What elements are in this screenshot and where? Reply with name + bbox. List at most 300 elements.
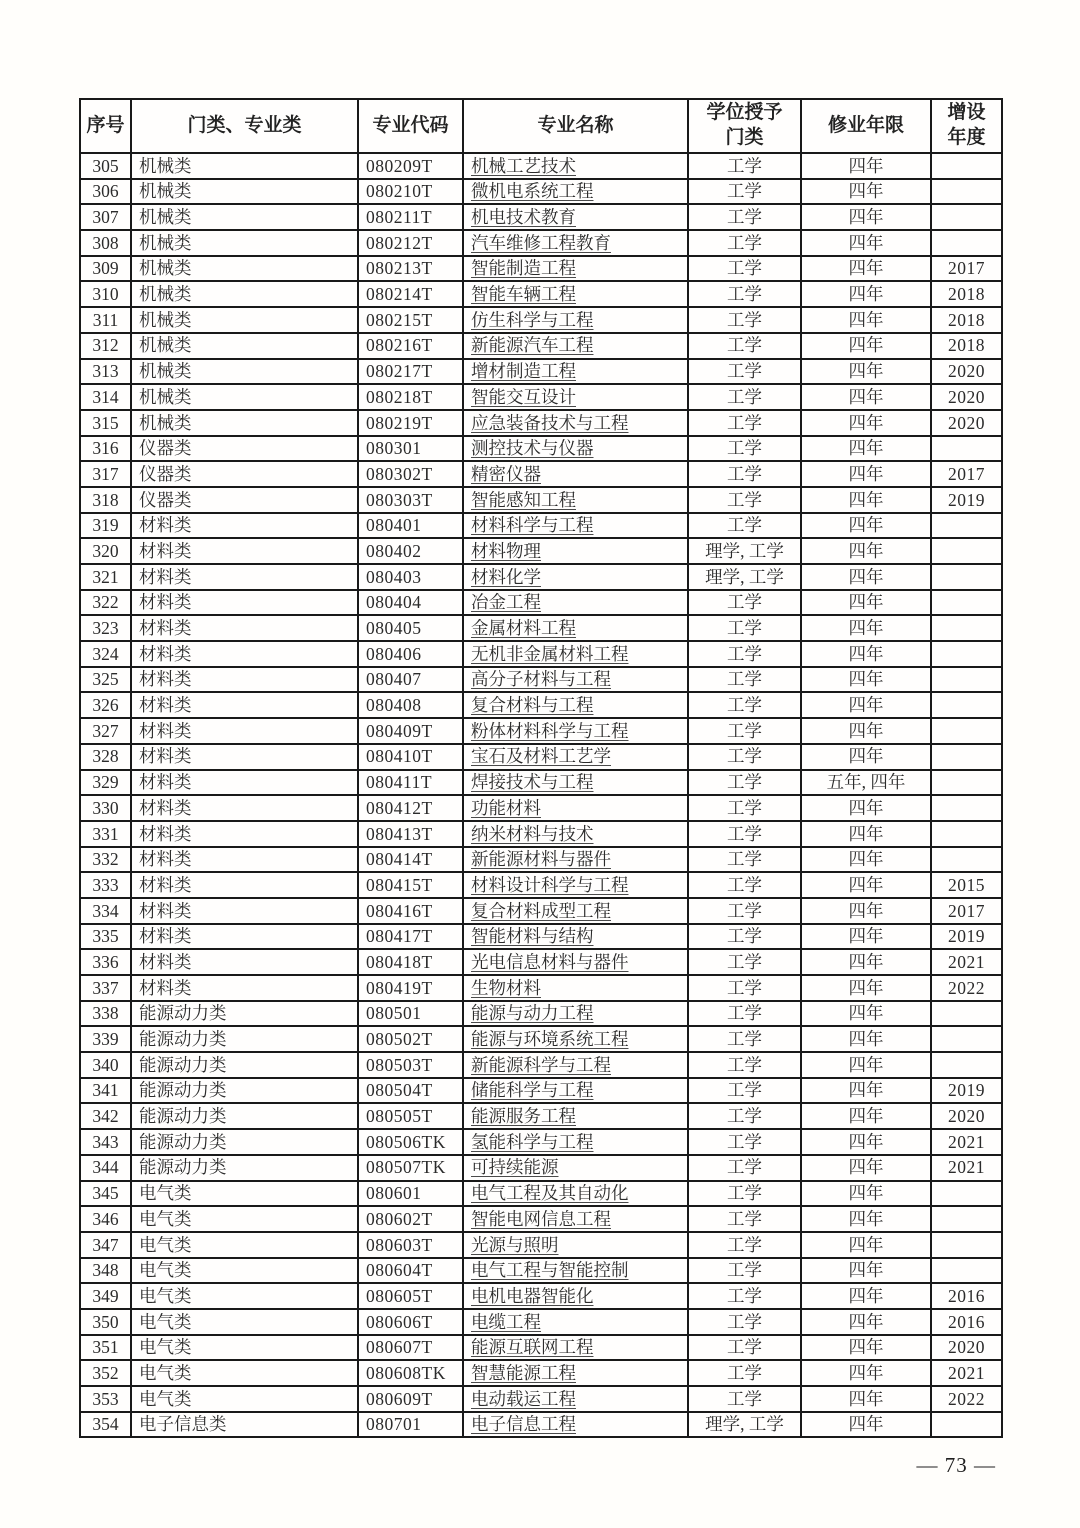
cell-value: 四年 — [848, 386, 884, 407]
column-header-label: 门类、专业类 — [187, 115, 302, 137]
cell-value: 2020 — [948, 361, 985, 382]
cell-duration — [801, 281, 931, 307]
cell-value: 四年 — [848, 284, 884, 305]
cell-category — [131, 1103, 358, 1129]
cell-category — [131, 949, 358, 975]
cell-value: 080403 — [366, 566, 422, 587]
table-row — [80, 307, 1002, 333]
table-header — [80, 99, 1002, 153]
cell-value: 材料科学与工程 — [471, 515, 594, 536]
cell-value: 325 — [92, 669, 119, 690]
column-header-duration — [801, 99, 931, 153]
cell-degree — [688, 1103, 801, 1129]
cell-value: 313 — [92, 361, 119, 382]
cell-value: 080419T — [366, 977, 433, 998]
table-row — [80, 256, 1002, 282]
cell-year — [931, 333, 1002, 359]
cell-category — [131, 1078, 358, 1104]
cell-value: 焊接技术与工程 — [471, 772, 594, 793]
table-row — [80, 1360, 1002, 1386]
cell-degree — [688, 461, 801, 487]
cell-name — [463, 230, 688, 256]
cell-code — [358, 1386, 463, 1412]
cell-value: 增材制造工程 — [471, 361, 576, 382]
cell-value: 080608TK — [366, 1362, 446, 1383]
cell-value: 工学 — [727, 797, 762, 818]
cell-year — [931, 1052, 1002, 1078]
cell-value: 080701 — [366, 1414, 422, 1435]
cell-value: 2018 — [948, 309, 985, 330]
cell-code — [358, 1335, 463, 1361]
cell-value: 新能源汽车工程 — [471, 335, 594, 356]
cell-degree — [688, 1181, 801, 1207]
cell-value: 电气类 — [139, 1311, 192, 1332]
cell-value: 四年 — [848, 900, 884, 921]
cell-value: 材料类 — [139, 926, 192, 947]
cell-no — [80, 898, 131, 924]
cell-value: 能源互联网工程 — [471, 1337, 594, 1358]
cell-no — [80, 333, 131, 359]
table-row — [80, 1103, 1002, 1129]
cell-value: 080503T — [366, 1054, 433, 1075]
cell-no — [80, 641, 131, 667]
cell-value: 四年 — [848, 1388, 884, 1409]
cell-code — [358, 410, 463, 436]
cell-value: 工学 — [727, 977, 762, 998]
table-row — [80, 1335, 1002, 1361]
cell-value: 080501 — [366, 1003, 422, 1024]
cell-year — [931, 230, 1002, 256]
cell-name — [463, 1283, 688, 1309]
cell-category — [131, 692, 358, 718]
cell-value: 339 — [92, 1029, 119, 1050]
cell-code — [358, 1001, 463, 1027]
cell-code — [358, 590, 463, 616]
cell-value: 314 — [92, 386, 119, 407]
cell-value: 四年 — [848, 566, 884, 587]
cell-value: 工学 — [727, 1080, 762, 1101]
cell-year — [931, 692, 1002, 718]
cell-value: 能源动力类 — [139, 1054, 227, 1075]
cell-value: 理学, 工学 — [705, 1414, 784, 1435]
cell-year — [931, 359, 1002, 385]
cell-value: 080504T — [366, 1080, 433, 1101]
cell-name — [463, 461, 688, 487]
cell-year — [931, 436, 1002, 462]
table-row — [80, 590, 1002, 616]
cell-value: 光源与照明 — [471, 1234, 559, 1255]
cell-value: 氢能科学与工程 — [471, 1131, 594, 1152]
cell-value: 四年 — [848, 618, 884, 639]
cell-duration — [801, 615, 931, 641]
cell-value: 机械类 — [139, 335, 192, 356]
cell-code — [358, 1232, 463, 1258]
cell-degree — [688, 1206, 801, 1232]
cell-category — [131, 307, 358, 333]
cell-value: 电气类 — [139, 1388, 192, 1409]
cell-value: 080217T — [366, 361, 433, 382]
cell-value: 工学 — [727, 232, 762, 253]
table-row — [80, 436, 1002, 462]
cell-category — [131, 1283, 358, 1309]
cell-value: 材料类 — [139, 720, 192, 741]
cell-value: 机械类 — [139, 309, 192, 330]
cell-duration — [801, 1129, 931, 1155]
cell-name — [463, 1360, 688, 1386]
cell-value: 080605T — [366, 1285, 433, 1306]
table-row — [80, 847, 1002, 873]
table-row — [80, 1155, 1002, 1181]
cell-year — [931, 1155, 1002, 1181]
cell-degree — [688, 487, 801, 513]
cell-duration — [801, 384, 931, 410]
cell-value: 四年 — [848, 515, 884, 536]
cell-value: 四年 — [848, 1131, 884, 1152]
cell-value: 电气类 — [139, 1260, 192, 1281]
table-row — [80, 1412, 1002, 1438]
cell-value: 080402 — [366, 540, 422, 561]
cell-code — [358, 153, 463, 179]
cell-name — [463, 281, 688, 307]
cell-value: 四年 — [848, 207, 884, 228]
cell-duration — [801, 1026, 931, 1052]
cell-value: 四年 — [848, 746, 884, 767]
cell-no — [80, 436, 131, 462]
cell-category — [131, 1309, 358, 1335]
table-row — [80, 1078, 1002, 1104]
cell-name — [463, 538, 688, 564]
table-row — [80, 179, 1002, 205]
cell-no — [80, 1181, 131, 1207]
cell-value: 四年 — [848, 669, 884, 690]
cell-value: 工学 — [727, 926, 762, 947]
majors-table — [79, 98, 1003, 1438]
cell-value: 080413T — [366, 823, 433, 844]
cell-degree — [688, 924, 801, 950]
cell-duration — [801, 461, 931, 487]
cell-year — [931, 847, 1002, 873]
column-header-label: 专业代码 — [372, 115, 449, 137]
cell-value: 319 — [92, 515, 119, 536]
cell-no — [80, 1335, 131, 1361]
cell-value: 机电技术教育 — [471, 207, 576, 228]
cell-value: 可持续能源 — [471, 1157, 559, 1178]
cell-no — [80, 204, 131, 230]
cell-value: 工学 — [727, 1029, 762, 1050]
cell-no — [80, 230, 131, 256]
cell-duration — [801, 667, 931, 693]
table-row — [80, 153, 1002, 179]
cell-value: 工学 — [727, 592, 762, 613]
cell-value: 电气类 — [139, 1208, 192, 1229]
cell-value: 仿生科学与工程 — [471, 309, 594, 330]
cell-degree — [688, 1155, 801, 1181]
cell-value: 080406 — [366, 643, 422, 664]
table-row — [80, 1206, 1002, 1232]
cell-value: 纳米材料与技术 — [471, 823, 594, 844]
column-header-label: 学位授予门类 — [706, 102, 783, 148]
cell-name — [463, 487, 688, 513]
cell-value: 2018 — [948, 284, 985, 305]
cell-value: 能源与动力工程 — [471, 1003, 594, 1024]
cell-code — [358, 692, 463, 718]
cell-value: 四年 — [848, 1414, 884, 1435]
cell-value: 工学 — [727, 1106, 762, 1127]
cell-value: 工学 — [727, 643, 762, 664]
cell-code — [358, 1309, 463, 1335]
cell-name — [463, 1026, 688, 1052]
cell-value: 080302T — [366, 463, 433, 484]
cell-name — [463, 898, 688, 924]
cell-degree — [688, 744, 801, 770]
cell-name — [463, 1386, 688, 1412]
cell-year — [931, 1129, 1002, 1155]
cell-category — [131, 590, 358, 616]
cell-no — [80, 281, 131, 307]
cell-year — [931, 1258, 1002, 1284]
table-row — [80, 718, 1002, 744]
cell-year — [931, 872, 1002, 898]
cell-year — [931, 744, 1002, 770]
cell-degree — [688, 1412, 801, 1438]
cell-name — [463, 1103, 688, 1129]
cell-category — [131, 153, 358, 179]
cell-year — [931, 179, 1002, 205]
column-header-category — [131, 99, 358, 153]
cell-duration — [801, 1155, 931, 1181]
table-row — [80, 872, 1002, 898]
cell-year — [931, 924, 1002, 950]
cell-value: 四年 — [848, 1183, 884, 1204]
cell-value: 工学 — [727, 695, 762, 716]
column-header-degree — [688, 99, 801, 153]
table-row — [80, 744, 1002, 770]
cell-value: 四年 — [848, 592, 884, 613]
cell-year — [931, 1386, 1002, 1412]
cell-value: 四年 — [848, 977, 884, 998]
cell-value: 2017 — [948, 463, 985, 484]
cell-value: 功能材料 — [471, 797, 541, 818]
cell-value: 电子信息类 — [139, 1414, 227, 1435]
table-row — [80, 641, 1002, 667]
cell-category — [131, 1232, 358, 1258]
cell-value: 五年, 四年 — [826, 772, 906, 793]
table-row — [80, 461, 1002, 487]
cell-name — [463, 384, 688, 410]
cell-value: 智能感知工程 — [471, 489, 576, 510]
cell-value: 四年 — [848, 309, 884, 330]
cell-category — [131, 975, 358, 1001]
cell-code — [358, 179, 463, 205]
cell-value: 四年 — [848, 1337, 884, 1358]
cell-duration — [801, 359, 931, 385]
cell-value: 材料类 — [139, 900, 192, 921]
cell-degree — [688, 615, 801, 641]
table-row — [80, 1232, 1002, 1258]
cell-value: 2021 — [948, 951, 985, 972]
cell-degree — [688, 949, 801, 975]
cell-value: 080209T — [366, 155, 433, 176]
cell-category — [131, 744, 358, 770]
table-row — [80, 204, 1002, 230]
cell-degree — [688, 667, 801, 693]
cell-name — [463, 641, 688, 667]
cell-year — [931, 384, 1002, 410]
cell-degree — [688, 795, 801, 821]
cell-value: 智慧能源工程 — [471, 1362, 576, 1383]
cell-no — [80, 1103, 131, 1129]
table-row — [80, 564, 1002, 590]
cell-year — [931, 1026, 1002, 1052]
cell-duration — [801, 1001, 931, 1027]
cell-degree — [688, 256, 801, 282]
cell-category — [131, 461, 358, 487]
cell-name — [463, 333, 688, 359]
cell-value: 仪器类 — [139, 489, 192, 510]
cell-value: 080404 — [366, 592, 422, 613]
cell-value: 308 — [92, 232, 119, 253]
cell-value: 2020 — [948, 1337, 985, 1358]
cell-value: 080405 — [366, 618, 422, 639]
cell-value: 四年 — [848, 1080, 884, 1101]
cell-value: 四年 — [848, 412, 884, 433]
cell-value: 智能车辆工程 — [471, 284, 576, 305]
cell-name — [463, 410, 688, 436]
cell-value: 四年 — [848, 695, 884, 716]
cell-duration — [801, 795, 931, 821]
cell-degree — [688, 1335, 801, 1361]
cell-value: 智能交互设计 — [471, 386, 576, 407]
cell-duration — [801, 333, 931, 359]
cell-value: 080502T — [366, 1029, 433, 1050]
cell-value: 四年 — [848, 797, 884, 818]
cell-value: 电气工程及其自动化 — [471, 1183, 629, 1204]
cell-value: 复合材料成型工程 — [471, 900, 611, 921]
cell-duration — [801, 590, 931, 616]
cell-code — [358, 1283, 463, 1309]
cell-value: 347 — [92, 1234, 119, 1255]
cell-value: 复合材料与工程 — [471, 695, 594, 716]
cell-value: 新能源科学与工程 — [471, 1054, 611, 1075]
cell-value: 材料设计科学与工程 — [471, 874, 629, 895]
cell-value: 348 — [92, 1260, 119, 1281]
cell-category — [131, 1206, 358, 1232]
cell-duration — [801, 1335, 931, 1361]
cell-name — [463, 1129, 688, 1155]
cell-duration — [801, 564, 931, 590]
cell-code — [358, 641, 463, 667]
cell-value: 2022 — [948, 1388, 985, 1409]
cell-value: 四年 — [848, 951, 884, 972]
cell-value: 理学, 工学 — [705, 566, 784, 587]
cell-degree — [688, 1078, 801, 1104]
cell-value: 080215T — [366, 309, 433, 330]
cell-value: 080218T — [366, 386, 433, 407]
cell-no — [80, 718, 131, 744]
cell-name — [463, 153, 688, 179]
cell-value: 工学 — [727, 463, 762, 484]
cell-category — [131, 1412, 358, 1438]
cell-value: 电气类 — [139, 1337, 192, 1358]
cell-no — [80, 538, 131, 564]
cell-no — [80, 975, 131, 1001]
cell-degree — [688, 179, 801, 205]
cell-value: 工学 — [727, 284, 762, 305]
cell-duration — [801, 641, 931, 667]
cell-value: 仪器类 — [139, 438, 192, 459]
cell-value: 理学, 工学 — [705, 540, 784, 561]
cell-value: 352 — [92, 1362, 119, 1383]
cell-value: 318 — [92, 489, 119, 510]
cell-degree — [688, 692, 801, 718]
cell-value: 工学 — [727, 1260, 762, 1281]
cell-value: 080607T — [366, 1337, 433, 1358]
cell-category — [131, 513, 358, 539]
cell-value: 智能制造工程 — [471, 258, 576, 279]
cell-duration — [801, 847, 931, 873]
cell-degree — [688, 538, 801, 564]
cell-code — [358, 744, 463, 770]
table-row — [80, 1129, 1002, 1155]
cell-category — [131, 1386, 358, 1412]
cell-code — [358, 847, 463, 873]
cell-duration — [801, 410, 931, 436]
cell-degree — [688, 718, 801, 744]
cell-value: 电子信息工程 — [471, 1414, 576, 1435]
table-row — [80, 1386, 1002, 1412]
cell-year — [931, 770, 1002, 796]
cell-value: 343 — [92, 1131, 119, 1152]
cell-duration — [801, 487, 931, 513]
cell-value: 机械类 — [139, 207, 192, 228]
table-row — [80, 1181, 1002, 1207]
cell-category — [131, 1001, 358, 1027]
table-row — [80, 359, 1002, 385]
cell-name — [463, 1412, 688, 1438]
cell-no — [80, 1078, 131, 1104]
cell-duration — [801, 1206, 931, 1232]
cell-year — [931, 204, 1002, 230]
cell-value: 2017 — [948, 900, 985, 921]
cell-value: 080604T — [366, 1260, 433, 1281]
cell-value: 能源动力类 — [139, 1157, 227, 1178]
cell-value: 310 — [92, 284, 119, 305]
table-row — [80, 513, 1002, 539]
cell-value: 应急装备技术与工程 — [471, 412, 629, 433]
cell-value: 电机电器智能化 — [471, 1285, 594, 1306]
cell-category — [131, 230, 358, 256]
cell-duration — [801, 1360, 931, 1386]
cell-value: 材料类 — [139, 977, 192, 998]
cell-value: 能源动力类 — [139, 1029, 227, 1050]
cell-category — [131, 179, 358, 205]
cell-code — [358, 564, 463, 590]
cell-value: 080214T — [366, 284, 433, 305]
cell-name — [463, 1052, 688, 1078]
table-row — [80, 949, 1002, 975]
cell-value: 工学 — [727, 489, 762, 510]
cell-value: 能源动力类 — [139, 1131, 227, 1152]
cell-value: 工学 — [727, 1388, 762, 1409]
cell-code — [358, 1026, 463, 1052]
cell-value: 工学 — [727, 1157, 762, 1178]
cell-duration — [801, 744, 931, 770]
cell-value: 能源与环境系统工程 — [471, 1029, 629, 1050]
cell-category — [131, 564, 358, 590]
cell-duration — [801, 179, 931, 205]
cell-duration — [801, 821, 931, 847]
cell-no — [80, 872, 131, 898]
